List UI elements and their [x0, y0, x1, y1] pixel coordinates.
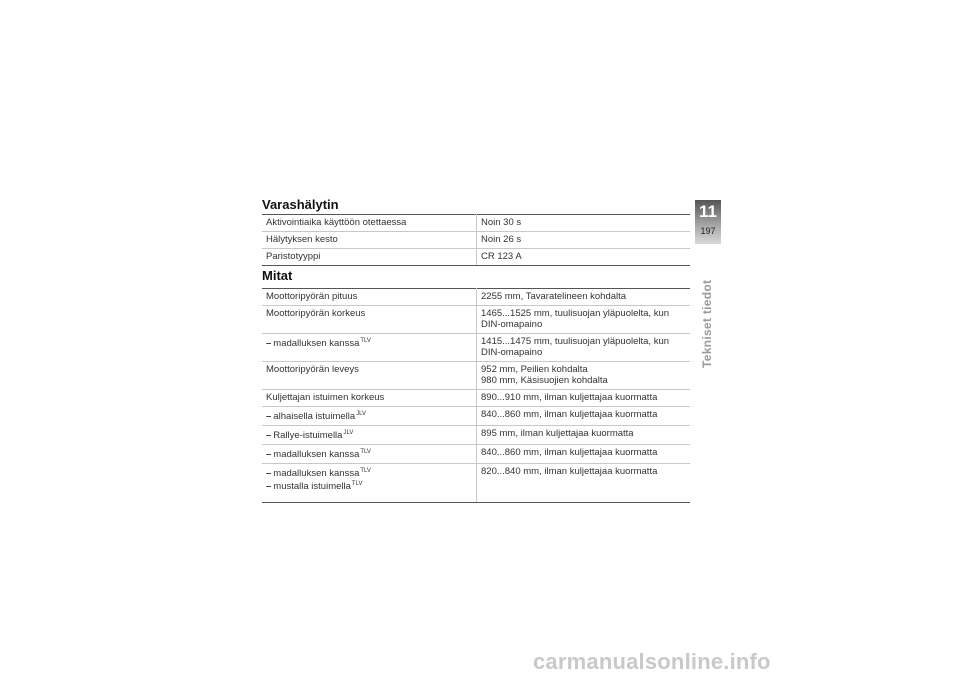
spec-value: 820...840 mm, ilman kuljettajaa kuormatta	[477, 464, 691, 503]
spec-label: Moottoripyörän korkeus	[262, 306, 477, 334]
table-row	[262, 232, 690, 249]
spec-label-cell	[262, 464, 477, 503]
spec-label: madalluksen kanssa	[273, 449, 360, 460]
spec-label-secondary: mustalla istuimella	[273, 481, 351, 492]
variant-code: TLV	[360, 449, 371, 455]
chapter-side-label: Tekniset tiedot	[700, 279, 714, 368]
spec-label: Moottoripyörän pituus	[262, 289, 477, 306]
spec-value: 840...860 mm, ilman kuljettajaa kuormatta	[477, 407, 691, 426]
table-row	[262, 362, 690, 390]
table-row	[262, 306, 690, 334]
spec-value-cell	[477, 362, 691, 390]
dash-bullet: –	[266, 449, 272, 460]
spec-value: Noin 30 s	[477, 215, 691, 232]
dash-bullet: –	[266, 481, 272, 492]
spec-label: Hälytyksen kesto	[262, 232, 477, 249]
chapter-number: 11	[699, 202, 717, 221]
table-row	[262, 407, 690, 426]
variant-code: TLV	[360, 468, 371, 474]
spec-label: Paristotyyppi	[262, 249, 477, 266]
spec-label: madalluksen kanssa	[273, 338, 360, 349]
spec-label: Kuljettajan istuimen korkeus	[262, 390, 477, 407]
spec-value: CR 123 A	[477, 249, 691, 266]
spec-value: Noin 26 s	[477, 232, 691, 249]
table-row	[262, 445, 690, 464]
dash-bullet: –	[266, 430, 272, 441]
spec-label: Moottoripyörän leveys	[262, 362, 477, 390]
variant-code: TLV	[360, 338, 371, 344]
chapter-tab	[695, 200, 721, 244]
alarm-spec-table	[262, 214, 690, 266]
table-row	[262, 334, 690, 362]
spec-label-cell	[262, 334, 477, 362]
table-row	[262, 464, 690, 503]
variant-code: JLV	[356, 411, 367, 417]
table-row	[262, 289, 690, 306]
spec-label-cell	[262, 445, 477, 464]
page-number: 197	[700, 226, 716, 236]
table-row	[262, 215, 690, 232]
dash-bullet: –	[266, 338, 272, 349]
spec-label: Rallye-istuimella	[273, 430, 343, 441]
spec-label: alhaisella istuimella	[273, 411, 356, 422]
dash-bullet: –	[266, 468, 272, 479]
spec-value: 1465...1525 mm, tuulisuojan yläpuolelta, kun DIN-omapaino	[477, 306, 691, 334]
spec-label: madalluksen kanssa	[273, 468, 360, 479]
spec-value: 890...910 mm, ilman kuljettajaa kuormatta	[477, 390, 691, 407]
spec-value: 895 mm, ilman kuljettajaa kuormatta	[477, 426, 691, 445]
section-title-dimensions: Mitat	[262, 268, 293, 283]
spec-value-secondary: 980 mm, Käsisuojien kohdalta	[481, 375, 608, 386]
dash-bullet: –	[266, 411, 272, 422]
table-row	[262, 426, 690, 445]
spec-value: 952 mm, Peilien kohdalta	[481, 364, 588, 375]
watermark: carmanualsonline.info	[533, 649, 771, 674]
spec-label-cell	[262, 407, 477, 426]
spec-value: 1415...1475 mm, tuulisuojan yläpuolelta, kun DIN-omapaino	[477, 334, 691, 362]
spec-label-cell	[262, 426, 477, 445]
spec-label: Aktivointiaika käyttöön otettaessa	[262, 215, 477, 232]
table-row	[262, 390, 690, 407]
section-title-alarm: Varashälytin	[262, 197, 339, 212]
variant-code: JLV	[343, 430, 354, 436]
table-row	[262, 249, 690, 266]
spec-value: 840...860 mm, ilman kuljettajaa kuormatta	[477, 445, 691, 464]
spec-value: 2255 mm, Tavaratelineen kohdalta	[477, 289, 691, 306]
dimensions-spec-table	[262, 288, 690, 503]
variant-code: TLV	[351, 481, 363, 487]
